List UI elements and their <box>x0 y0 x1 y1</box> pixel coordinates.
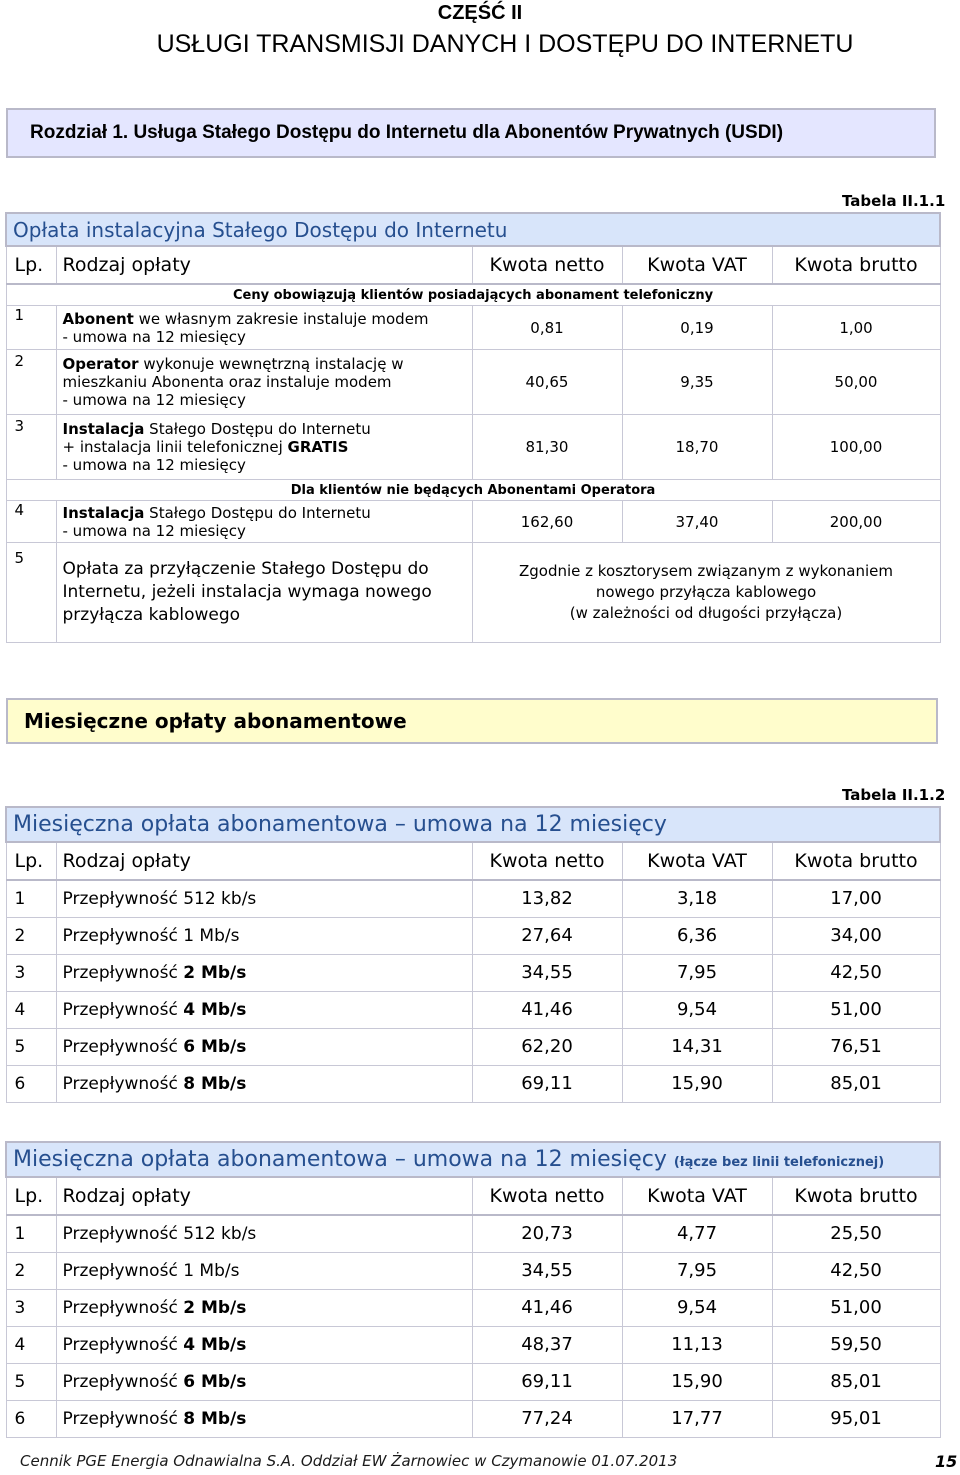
row-net: 13,82 <box>472 880 622 917</box>
row-gross: 25,50 <box>772 1215 940 1252</box>
row-lp: 1 <box>6 880 56 917</box>
monthly-fee-table <box>5 806 941 1103</box>
row-description: Przepływność 512 kb/s <box>56 880 472 917</box>
table2-number: Tabela II.1.2 <box>842 786 946 804</box>
row-gross: 17,00 <box>772 880 940 917</box>
table-row <box>6 1065 940 1102</box>
row-vat: 14,31 <box>622 1028 772 1065</box>
section-heading <box>6 698 938 744</box>
table-row <box>6 1363 940 1400</box>
table-row <box>6 415 940 480</box>
row-net: 69,11 <box>472 1363 622 1400</box>
row-lp: 5 <box>6 543 56 643</box>
row-vat: 11,13 <box>622 1326 772 1363</box>
row-vat: 4,77 <box>622 1215 772 1252</box>
monthly-fee-no-phone-table <box>5 1141 941 1438</box>
table-row <box>6 880 940 917</box>
row-vat: 9,54 <box>622 991 772 1028</box>
row-vat: 9,54 <box>622 1289 772 1326</box>
table-row <box>6 1400 940 1437</box>
row-description: Przepływność 8 Mb/s <box>56 1400 472 1437</box>
row-vat: 7,95 <box>622 954 772 991</box>
col-type: Rodzaj opłaty <box>56 246 472 284</box>
col-gross: Kwota brutto <box>772 246 940 284</box>
row-gross: 51,00 <box>772 1289 940 1326</box>
row-description: Abonent we własnym zakresie instaluje modem - umowa na 12 miesięcy <box>56 306 472 350</box>
table-row <box>6 350 940 415</box>
row-net: 41,46 <box>472 991 622 1028</box>
row-lp: 3 <box>6 1289 56 1326</box>
row-gross: 76,51 <box>772 1028 940 1065</box>
row-net: 40,65 <box>472 350 622 415</box>
col-net: Kwota netto <box>472 246 622 284</box>
row-description: Instalacja Stałego Dostępu do Internetu - umowa na 12 miesięcy <box>56 501 472 543</box>
row-vat: 18,70 <box>622 415 772 480</box>
row-net: 62,20 <box>472 1028 622 1065</box>
group-heading: Dla klientów nie będących Abonentami Operatora <box>6 480 940 501</box>
group-heading: Ceny obowiązują klientów posiadających abonament telefoniczny <box>6 284 940 306</box>
row-vat: 15,90 <box>622 1363 772 1400</box>
table-row <box>6 954 940 991</box>
row-net: 34,55 <box>472 1252 622 1289</box>
row-description: Przepływność 6 Mb/s <box>56 1028 472 1065</box>
row-lp: 6 <box>6 1400 56 1437</box>
row-lp: 1 <box>6 306 56 350</box>
table-row <box>6 1326 940 1363</box>
row-lp: 3 <box>6 415 56 480</box>
table-row <box>6 1215 940 1252</box>
row-gross: 50,00 <box>772 350 940 415</box>
row-net: 162,60 <box>472 501 622 543</box>
row-lp: 3 <box>6 954 56 991</box>
row-vat: 15,90 <box>622 1065 772 1102</box>
footer-text: Cennik PGE Energia Odnawialna S.A. Oddział EW Żarnowiec w Czymanowie 01.07.2013 <box>20 1452 678 1470</box>
row-gross: 42,50 <box>772 1252 940 1289</box>
col-net: Kwota netto <box>472 1177 622 1215</box>
col-type: Rodzaj opłaty <box>56 1177 472 1215</box>
row-vat: 17,77 <box>622 1400 772 1437</box>
row-vat: 9,35 <box>622 350 772 415</box>
row-description: Przepływność 1 Mb/s <box>56 917 472 954</box>
row-net: 69,11 <box>472 1065 622 1102</box>
table-row <box>6 1028 940 1065</box>
row-note: Zgodnie z kosztorysem związanym z wykonaniem nowego przyłącza kablowego (w zależności od długości przyłącza) <box>472 543 940 643</box>
col-lp: Lp. <box>6 1177 56 1215</box>
row-lp: 2 <box>6 1252 56 1289</box>
table1-number: Tabela II.1.1 <box>842 192 946 210</box>
table-row <box>6 543 940 643</box>
row-net: 77,24 <box>472 1400 622 1437</box>
row-lp: 4 <box>6 991 56 1028</box>
row-gross: 85,01 <box>772 1065 940 1102</box>
row-description: Opłata za przyłączenie Stałego Dostępu do Internetu, jeżeli instalacja wymaga nowego przyłącza kablowego <box>56 543 472 643</box>
col-vat: Kwota VAT <box>622 842 772 880</box>
row-description: Przepływność 2 Mb/s <box>56 1289 472 1326</box>
row-lp: 4 <box>6 501 56 543</box>
col-vat: Kwota VAT <box>622 246 772 284</box>
section-title: Miesięczne opłaty abonamentowe <box>24 709 407 733</box>
row-lp: 5 <box>6 1028 56 1065</box>
row-gross: 95,01 <box>772 1400 940 1437</box>
row-net: 27,64 <box>472 917 622 954</box>
table-row <box>6 1252 940 1289</box>
row-description: Przepływność 512 kb/s <box>56 1215 472 1252</box>
row-description: Przepływność 4 Mb/s <box>56 1326 472 1363</box>
row-lp: 2 <box>6 350 56 415</box>
table-row <box>6 991 940 1028</box>
row-lp: 5 <box>6 1363 56 1400</box>
part-title: CZĘŚĆ II <box>437 2 523 24</box>
table2-title: Miesięczna opłata abonamentowa – umowa na 12 miesięcy <box>6 807 940 842</box>
row-lp: 4 <box>6 1326 56 1363</box>
row-gross: 34,00 <box>772 917 940 954</box>
table1-title: Opłata instalacyjna Stałego Dostępu do Internetu <box>6 213 940 246</box>
table-row <box>6 501 940 543</box>
row-vat: 0,19 <box>622 306 772 350</box>
row-vat: 7,95 <box>622 1252 772 1289</box>
chapter-title: Rozdział 1. Usługa Stałego Dostępu do Internetu dla Abonentów Prywatnych (USDI) <box>30 122 784 143</box>
col-net: Kwota netto <box>472 842 622 880</box>
row-description: Przepływność 8 Mb/s <box>56 1065 472 1102</box>
row-vat: 37,40 <box>622 501 772 543</box>
row-description: Instalacja Stałego Dostępu do Internetu + instalacja linii telefonicznej GRATIS - umowa na 12 miesięcy <box>56 415 472 480</box>
row-description: Przepływność 2 Mb/s <box>56 954 472 991</box>
row-gross: 59,50 <box>772 1326 940 1363</box>
row-net: 20,73 <box>472 1215 622 1252</box>
row-description: Przepływność 4 Mb/s <box>56 991 472 1028</box>
row-gross: 42,50 <box>772 954 940 991</box>
row-vat: 3,18 <box>622 880 772 917</box>
row-vat: 6,36 <box>622 917 772 954</box>
col-gross: Kwota brutto <box>772 842 940 880</box>
row-gross: 200,00 <box>772 501 940 543</box>
installation-fee-table <box>5 212 941 643</box>
row-description: Przepływność 6 Mb/s <box>56 1363 472 1400</box>
row-net: 81,30 <box>472 415 622 480</box>
row-net: 0,81 <box>472 306 622 350</box>
document-subtitle: USŁUGI TRANSMISJI DANYCH I DOSTĘPU DO INTERNETU <box>156 30 854 58</box>
table-row <box>6 306 940 350</box>
row-gross: 100,00 <box>772 415 940 480</box>
chapter-heading <box>6 108 936 158</box>
row-lp: 6 <box>6 1065 56 1102</box>
table3-title: Miesięczna opłata abonamentowa – umowa na 12 miesięcy (łącze bez linii telefonicznej) <box>6 1142 940 1177</box>
row-lp: 2 <box>6 917 56 954</box>
row-net: 41,46 <box>472 1289 622 1326</box>
col-vat: Kwota VAT <box>622 1177 772 1215</box>
row-lp: 1 <box>6 1215 56 1252</box>
col-lp: Lp. <box>6 842 56 880</box>
col-type: Rodzaj opłaty <box>56 842 472 880</box>
row-net: 48,37 <box>472 1326 622 1363</box>
row-gross: 85,01 <box>772 1363 940 1400</box>
table3-title-note: (łącze bez linii telefonicznej) <box>673 1155 885 1170</box>
table-row <box>6 1289 940 1326</box>
row-description: Przepływność 1 Mb/s <box>56 1252 472 1289</box>
col-lp: Lp. <box>6 246 56 284</box>
row-net: 34,55 <box>472 954 622 991</box>
page-number: 15 <box>935 1452 958 1471</box>
col-gross: Kwota brutto <box>772 1177 940 1215</box>
row-gross: 51,00 <box>772 991 940 1028</box>
row-description: Operator wykonuje wewnętrzną instalację w mieszkaniu Abonenta oraz instaluje modem - umowa na 12 miesięcy <box>56 350 472 415</box>
table-row <box>6 917 940 954</box>
row-gross: 1,00 <box>772 306 940 350</box>
